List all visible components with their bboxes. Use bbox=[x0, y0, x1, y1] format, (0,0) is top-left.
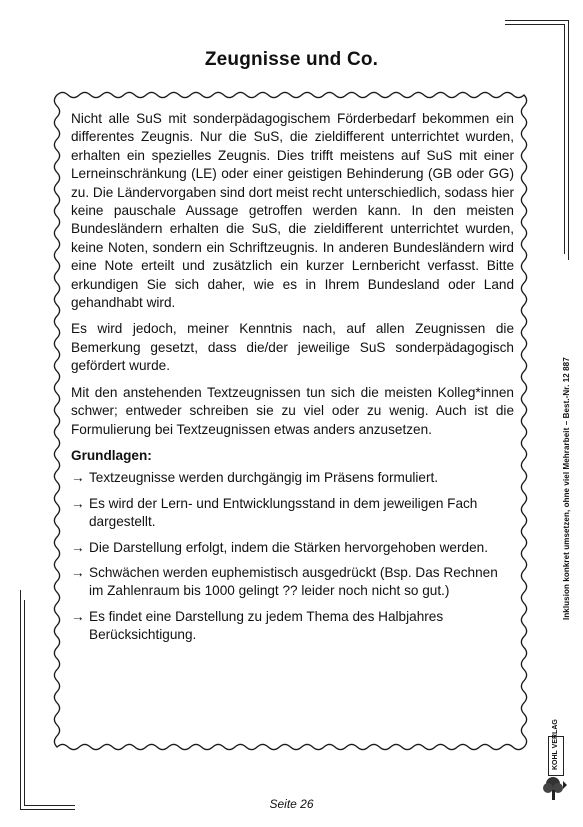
list-item bbox=[71, 539, 514, 557]
bullet-list bbox=[71, 469, 514, 644]
list-item bbox=[71, 608, 514, 645]
list-item-text: Textzeugnisse werden durchgängig im Präsens formuliert. bbox=[89, 470, 439, 486]
list-item-text: Die Darstellung erfolgt, indem die Stärken hervorgehoben werden. bbox=[89, 539, 488, 555]
list-item-text: Schwächen werden euphemistisch ausgedrückt (Bsp. Das Rechnen im Zahlenraum bis 1000 gelingt ?? leider noch nicht so gut.) bbox=[89, 564, 498, 599]
arrow-icon: → bbox=[71, 608, 85, 624]
section-heading: Grundlagen: bbox=[71, 447, 152, 463]
arrow-icon: → bbox=[71, 564, 85, 580]
list-item-text: Es findet eine Darstellung zu jedem Thema des Halbjahres Berücksichtigung. bbox=[89, 608, 444, 643]
list-item bbox=[71, 495, 514, 532]
list-item-text: Es wird der Lern- und Entwicklungsstand in dem jeweiligen Fach dargestellt. bbox=[89, 495, 478, 530]
list-item bbox=[71, 564, 514, 601]
paragraph-intro: Nicht alle SuS mit sonderpädagogischem Förderbedarf bekommen ein differentes Zeugnis. Nur die SuS, die zieldifferent unterrichtet wurden, erhalten ein spezielles Zeugnis. Dies trifft meistens auf SuS mit einer Lerneinschränkung (LE) oder einer geistigen Behinderung (GB oder GG) zu. Die Ländervorgaben sind dort meist recht unterschiedlich, sodass hier keine pauschale Aussage getroffen werden kann. In den meisten Bundesländern erhalten die SuS, die zieldifferent unterrichtet wurden, keine Noten, sondern ein Schriftzeugnis. In anderen Bundesländern wird eine Note erteilt und zusätzlich ein kurzer Lernbericht verfasst. Bitte erkundigen Sie sich daher, wie es in Ihrem Bundesland oder Land gehandhabt wird. bbox=[71, 111, 514, 311]
paragraph-textzeugnisse: Mit den anstehenden Textzeugnissen tun sich die meisten Kolleg*innen schwer; entweder schreiben sie zu viel oder zu wenig. Auch ist die Formulierung bei Textzeugnissen etwas anders anzusetzen. bbox=[71, 384, 514, 437]
list-item bbox=[71, 469, 514, 487]
publisher-logo: KOHL VERLAG bbox=[552, 719, 559, 770]
content-box bbox=[71, 110, 514, 652]
page-title: Zeugnisse und Co. bbox=[204, 48, 379, 70]
arrow-icon: → bbox=[71, 539, 85, 555]
side-label: Inklusion konkret umsetzen, ohne viel Mehrarbeit – Best.-Nr. 12 887 bbox=[562, 357, 571, 620]
arrow-icon: → bbox=[71, 470, 85, 486]
page-number: Seite 26 bbox=[269, 797, 314, 811]
paragraph-remark: Es wird jedoch, meiner Kenntnis nach, auf allen Zeugnissen die Bemerkung gesetzt, dass die/der jeweilige SuS sonderpädagogisch gefördert wurde. bbox=[71, 321, 514, 374]
arrow-icon: → bbox=[71, 495, 85, 511]
